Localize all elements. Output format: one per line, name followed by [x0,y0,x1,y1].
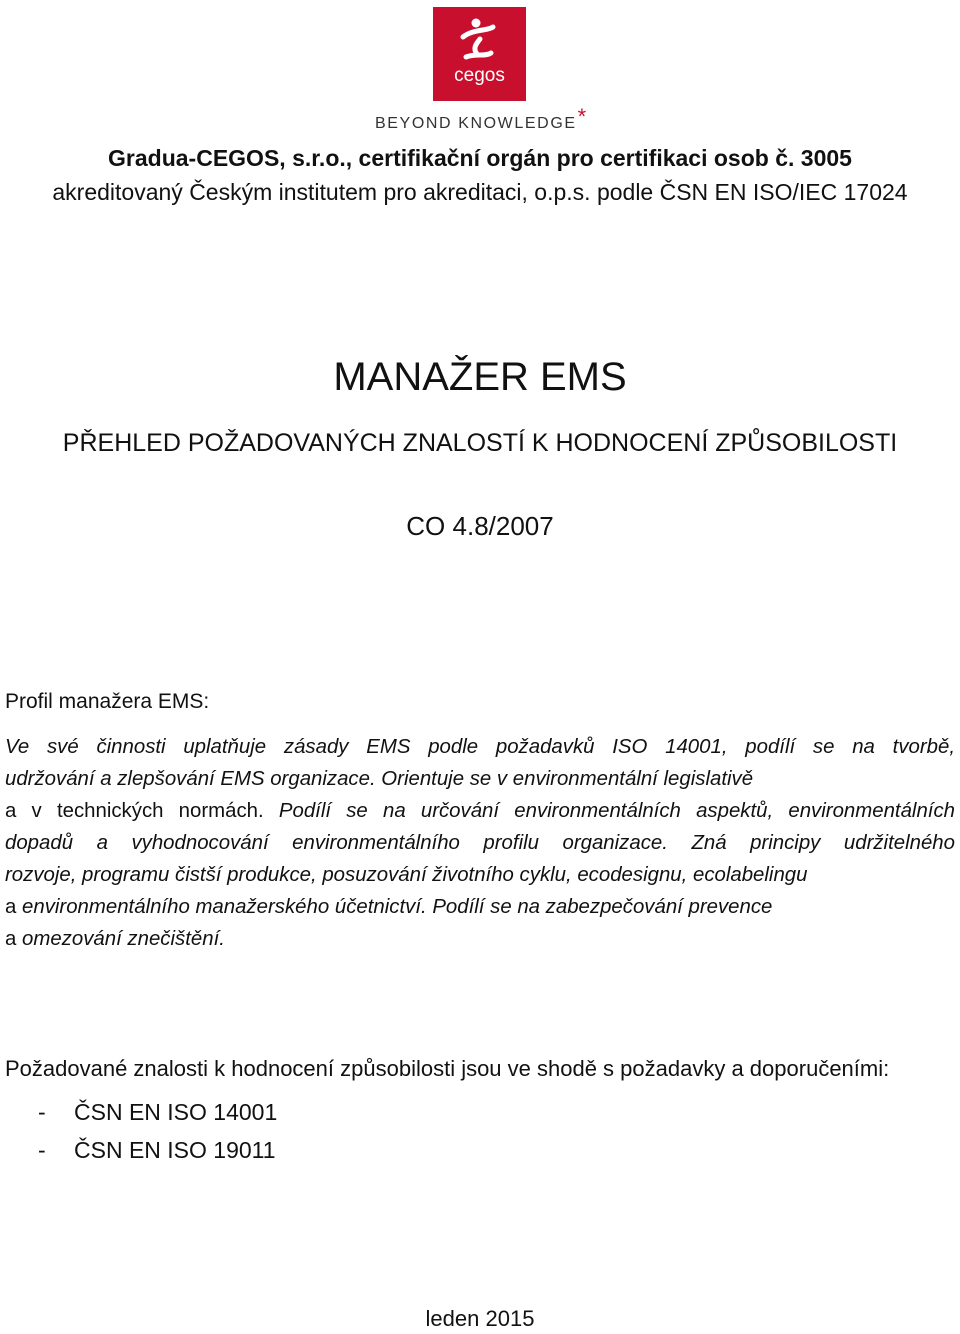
tagline-text: BEYOND KNOWLEDGE [375,115,577,132]
logo-tagline [375,104,588,134]
profile-line: a v technických normách. Podílí se na určování environmentálních aspektů, environmentálních [5,800,955,822]
organization-heading: Gradua-CEGOS, s.r.o., certifikační orgán pro certifikaci osob č. 3005 [108,145,852,171]
standards-list [38,1093,277,1169]
document-subtitle: PŘEHLED POŽADOVANÝCH ZNALOSTÍ K HODNOCENÍ ZPŮSOBILOSTI [62,429,898,457]
list-item: - ČSN EN ISO 14001 [38,1099,278,1125]
profile-line: rozvoje, programu čistší produkce, posuzování životního cyklu, ecodesignu, ecolabelingu [5,864,808,886]
profile-line: a omezování znečištění. [5,928,225,950]
list-item: - ČSN EN ISO 19011 [38,1137,276,1163]
requirements-intro: Požadované znalosti k hodnocení způsobilosti jsou ve shodě s požadavky a doporučeními: [5,1056,890,1081]
profile-line: udržování a zlepšování EMS organizace. Orientuje se v environmentální legislativě [5,768,754,790]
profile-line: a environmentálního manažerského účetnictví. Podílí se na zabezpečování prevence [5,896,773,918]
document-date: leden 2015 [425,1306,535,1331]
cegos-wordmark: cegos [454,65,505,86]
profile-label: Profil manažera EMS: [5,690,210,713]
profile-line: dopadů a vyhodnocování environmentálního profilu organizace. Zná principy udržitelného [5,832,955,854]
tagline-star-icon: * [577,104,588,129]
profile-paragraph [5,731,955,955]
document-title: MANAŽER EMS [333,355,627,399]
profile-line: Ve své činnosti uplatňuje zásady EMS podle požadavků ISO 14001, podílí se na tvorbě, [5,736,955,758]
accreditation-line: akreditovaný Českým institutem pro akreditaci, o.p.s. podle ČSN EN ISO/IEC 17024 [52,179,908,205]
cegos-logo [433,7,526,101]
document-code: CO 4.8/2007 [406,511,554,541]
